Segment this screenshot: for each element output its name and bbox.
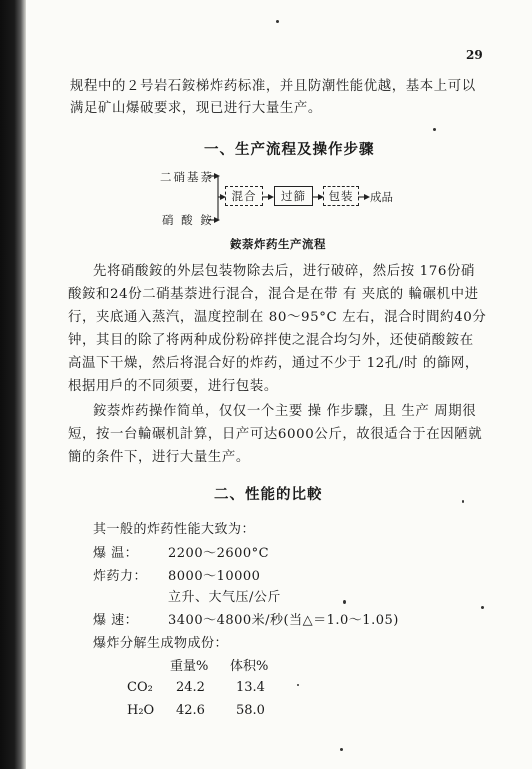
table-header-volume: 体积% xyxy=(230,659,269,674)
products-label: 爆炸分解生成物成份： xyxy=(93,636,229,651)
scan-speck xyxy=(433,128,436,131)
scan-speck xyxy=(297,684,299,686)
scan-speck xyxy=(340,748,343,751)
para1-line-6: 根据用戶的不同须要，进行包装。 xyxy=(68,379,278,394)
scan-speck xyxy=(276,20,279,23)
intro-line-2: 满足矿山爆破要求，现已进行大量生产。 xyxy=(70,101,322,116)
prop-label-explosive-force: 炸药力： xyxy=(93,569,148,584)
intro-line-1: 规程中的２号岩石銨梯炸药标准，并且防潮性能优越，基本上可以 xyxy=(70,79,476,94)
table-row-2-volume: 58.0 xyxy=(236,703,265,718)
section-1-heading: 一、生产流程及操作步骤 xyxy=(204,141,375,158)
section-2-heading: 二、性能的比較 xyxy=(214,486,323,503)
table-row-2-name: H₂O xyxy=(127,703,155,718)
flow-caption: 銨萘炸药生产流程 xyxy=(230,237,326,251)
table-row-1-weight: 24.2 xyxy=(176,680,205,695)
table-row-2-weight: 42.6 xyxy=(176,703,205,718)
page-number: 29 xyxy=(466,48,483,62)
para1-line-3: 行，夹底通入蒸汽，温度控制在 80～95°C 左右，混合时間約40分 xyxy=(68,310,487,325)
para1-line-4: 钟，其目的除了将两种成份粉碎拌使之混合均匀外，还使硝酸銨在 xyxy=(68,333,474,348)
prop-value-explosive-force: 8000～10000 xyxy=(168,569,261,584)
prop-value-force-unit: 立升、大气压/公斤 xyxy=(168,590,281,605)
para2-line-3: 簡的条件下，进行大量生产。 xyxy=(68,450,250,465)
para2-line-1: 銨萘炸药操作简单，仅仅一个主要 操 作步驟，且 生产 周期很 xyxy=(93,404,477,419)
flow-input-top: 二硝基萘 xyxy=(160,170,214,184)
table-header-weight: 重量% xyxy=(170,659,209,674)
flow-step-pack: 包装 xyxy=(323,186,359,206)
scan-speck xyxy=(481,606,484,609)
para2-line-2: 短，按一台輪碾机計算，日产可达6000公斤，故很适合于在因陋就 xyxy=(68,427,483,442)
prop-label-velocity: 爆 速： xyxy=(93,613,139,628)
table-row-1-volume: 13.4 xyxy=(236,680,265,695)
performance-intro: 其一般的炸药性能大致为： xyxy=(93,522,256,537)
para1-line-5: 高温下干燥，然后将混合好的炸药，通过不少于 12孔/时 的篩网， xyxy=(68,356,479,371)
table-row-1-name: CO₂ xyxy=(127,680,153,695)
flow-step-mix: 混合 xyxy=(225,186,263,206)
para1-line-2: 酸銨和24份二硝基萘进行混合，混合是在带 有 夹底的 輪碾机中进 xyxy=(68,287,479,302)
scan-speck xyxy=(343,600,346,604)
flow-step-sieve: 过篩 xyxy=(274,186,313,206)
para1-line-1: 先将硝酸銨的外层包装物除去后，进行破碎，然后按 176份硝 xyxy=(93,264,475,279)
prop-label-temperature: 爆 温： xyxy=(93,546,139,561)
scan-speck xyxy=(462,500,464,503)
flow-input-bottom: 硝 酸 銨 xyxy=(162,213,214,227)
prop-value-temperature: 2200～2600°C xyxy=(168,546,270,561)
flow-output: 成品 xyxy=(370,190,393,204)
prop-value-velocity: 3400～4800米/秒(当△＝1.0～1.05) xyxy=(168,613,399,628)
